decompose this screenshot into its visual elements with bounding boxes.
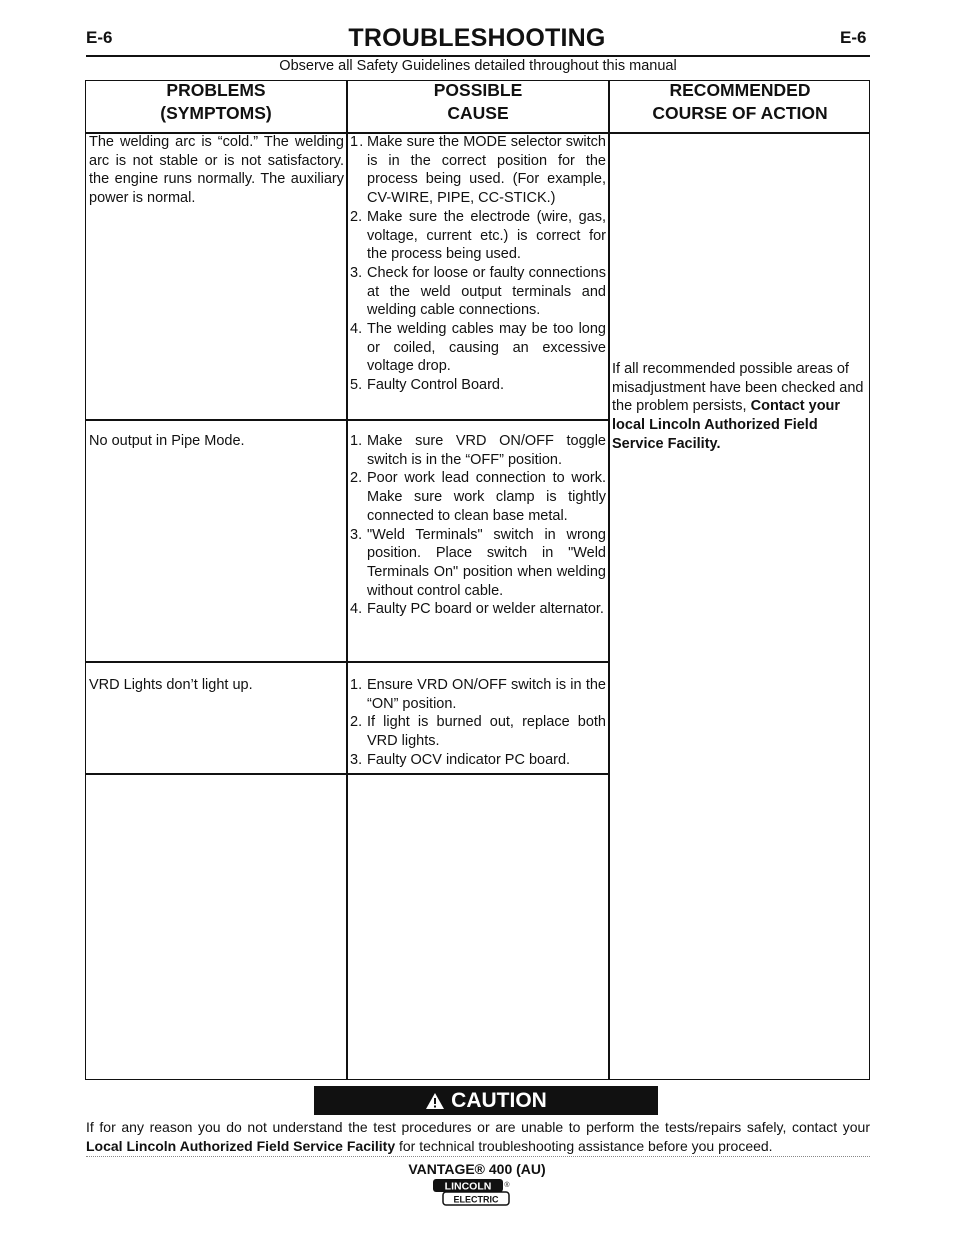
cause-item <box>350 264 606 320</box>
page-code-right: E-6 <box>840 28 867 47</box>
cause-text: Make sure the electrode (wire, gas, voltage, current etc.) is correct for the process being used. <box>367 208 606 263</box>
cause-item <box>350 600 606 619</box>
cause-item <box>350 676 606 713</box>
cause-item <box>350 320 606 376</box>
symptom-2: No output in Pipe Mode. <box>89 433 245 449</box>
cause-number: 3. <box>350 264 363 281</box>
cause-number: 2. <box>350 208 363 225</box>
row-divider-2 <box>86 661 608 663</box>
cause-text: Make sure the MODE selector switch is in the correct position for the process being used. (For example, CV-WIRE, PIPE, CC-STICK.) <box>367 134 606 207</box>
cause-item <box>350 751 606 770</box>
action-contact: Contact your local Lincoln Authorized Field Service Facility. <box>612 398 841 452</box>
cause-text: Ensure VRD ON/OFF switch is in the “ON” position. <box>367 677 606 712</box>
cause-number: 4. <box>350 601 363 618</box>
logo-bottom-text: ELECTRIC <box>453 1194 499 1205</box>
column-divider-1 <box>346 81 348 1079</box>
cause-list-1 <box>350 133 606 395</box>
title-rule <box>86 55 870 57</box>
cause-text: Faulty Control Board. <box>367 377 505 394</box>
column-divider-2 <box>608 81 610 1079</box>
cause-item <box>350 133 606 208</box>
cause-item <box>350 376 606 395</box>
caution-banner <box>314 1086 658 1115</box>
cause-text: If light is burned out, replace both VRD lights. <box>367 714 606 750</box>
cause-number: 1. <box>350 433 363 449</box>
cause-text: Check for loose or faulty connections at the weld output terminals and welding cable connections. <box>367 264 606 319</box>
cause-text: The welding cables may be too long or coiled, causing an excessive voltage drop. <box>367 321 606 375</box>
logo-registered-mark: ® <box>504 1182 510 1189</box>
header-action-line2: COURSE OF ACTION <box>652 103 828 123</box>
warning-triangle-icon <box>425 1092 445 1110</box>
cause-number: 3. <box>350 526 363 543</box>
cause-item <box>350 469 606 525</box>
logo-top-text: LINCOLN <box>444 1180 492 1193</box>
cause-number: 4. <box>350 321 363 338</box>
cause-number: 5. <box>350 377 363 394</box>
cause-item <box>350 432 606 469</box>
action-text: If all recommended possible areas of misadjustment have been checked and the problem persists, <box>612 361 864 415</box>
caution-text-2: for technical troubleshooting assistance before you proceed. <box>399 1138 773 1154</box>
cause-item <box>350 713 606 750</box>
cause-list-2 <box>350 432 606 619</box>
header-problems-line1: PROBLEMS <box>166 80 266 100</box>
cause-text: Faulty OCV indicator PC board. <box>367 751 571 768</box>
header-cause <box>348 79 608 125</box>
cause-number: 3. <box>350 751 363 768</box>
recommended-action <box>612 360 868 454</box>
cause-item <box>350 526 606 601</box>
caution-text-1: If for any reason you do not understand the test procedures or are unable to perform the tests/repairs safely, contact your <box>86 1119 870 1135</box>
cause-number: 1. <box>350 677 363 693</box>
header-problems-line2: (SYMPTOMS) <box>160 103 272 123</box>
row-divider-1 <box>86 419 608 421</box>
cause-text: "Weld Terminals" switch in wrong position. Place switch in "Weld Terminals On" position when welding without control cable. <box>367 526 606 599</box>
cause-text: Poor work lead connection to work. Make sure work clamp is tightly connected to clean base metal. <box>367 470 606 524</box>
cause-number: 2. <box>350 714 363 731</box>
page-code-left: E-6 <box>86 28 113 47</box>
cause-text: Make sure VRD ON/OFF toggle switch is in the “OFF” position. <box>367 433 606 468</box>
header-problems <box>86 79 346 125</box>
safety-note: Observe all Safety Guidelines detailed throughout this manual <box>279 58 677 74</box>
caution-label: CAUTION <box>451 1088 547 1112</box>
header-action <box>610 79 870 125</box>
header-cause-line1: POSSIBLE <box>433 80 523 100</box>
lincoln-electric-logo <box>432 1178 512 1208</box>
symptom-1: The welding arc is “cold.” The welding arc is not stable or is not satisfactory. the engine runs normally. The auxiliary power is normal. <box>89 134 344 207</box>
caution-text <box>86 1118 870 1156</box>
cause-text: Faulty PC board or welder alternator. <box>367 601 604 618</box>
model-name: VANTAGE® 400 (AU) <box>408 1161 546 1177</box>
cause-number: 1. <box>350 134 365 150</box>
page-title: TROUBLESHOOTING <box>348 24 606 52</box>
symptom-3: VRD Lights don’t light up. <box>89 677 253 693</box>
row-divider-3 <box>86 773 608 775</box>
cause-item <box>350 208 606 264</box>
caution-text-bold: Local Lincoln Authorized Field Service Facility <box>86 1138 396 1154</box>
cause-number: 2. <box>350 470 363 487</box>
header-action-line1: RECOMMENDED <box>669 80 811 100</box>
footer-rule <box>86 1156 870 1157</box>
header-cause-line2: CAUSE <box>447 103 509 123</box>
cause-list-3 <box>350 676 606 770</box>
